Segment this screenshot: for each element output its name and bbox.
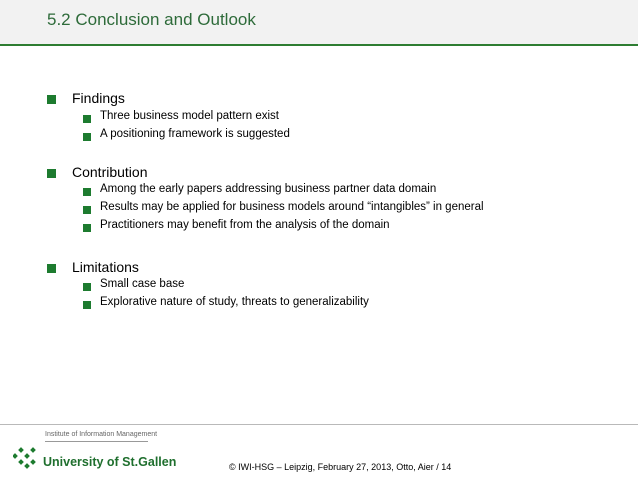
list-item: Three business model pattern exist <box>100 110 279 122</box>
bullet-icon <box>47 169 56 178</box>
section-heading-limitations: Limitations <box>72 259 139 275</box>
list-item: Among the early papers addressing business partner data domain <box>100 183 437 195</box>
title-divider <box>0 44 638 46</box>
institute-underline <box>45 441 148 442</box>
bullet-icon <box>83 133 91 141</box>
bullet-icon <box>83 224 91 232</box>
bullet-icon <box>83 206 91 214</box>
list-item: Practitioners may benefit from the analysis of the domain <box>100 219 390 231</box>
slide-title: 5.2 Conclusion and Outlook <box>47 10 256 29</box>
list-item: A positioning framework is suggested <box>100 128 290 140</box>
footer-divider <box>0 424 638 425</box>
footer-credit: © IWI-HSG – Leipzig, February 27, 2013, Otto, Aier / 14 <box>229 462 452 472</box>
section-heading-findings: Findings <box>72 90 125 106</box>
university-name: University of St.Gallen <box>43 455 177 469</box>
bullet-icon <box>47 95 56 104</box>
bullet-icon <box>83 115 91 123</box>
bullet-icon <box>83 301 91 309</box>
section-heading-contribution: Contribution <box>72 164 148 180</box>
bullet-icon <box>83 188 91 196</box>
institute-label: Institute of Information Management <box>45 431 158 438</box>
list-item: Explorative nature of study, threats to generalizability <box>100 296 369 308</box>
bullet-icon <box>47 264 56 273</box>
list-item: Small case base <box>100 278 185 290</box>
university-logo-icon <box>13 444 39 470</box>
bullet-icon <box>83 283 91 291</box>
list-item: Results may be applied for business models around “intangibles” in general <box>100 201 484 213</box>
